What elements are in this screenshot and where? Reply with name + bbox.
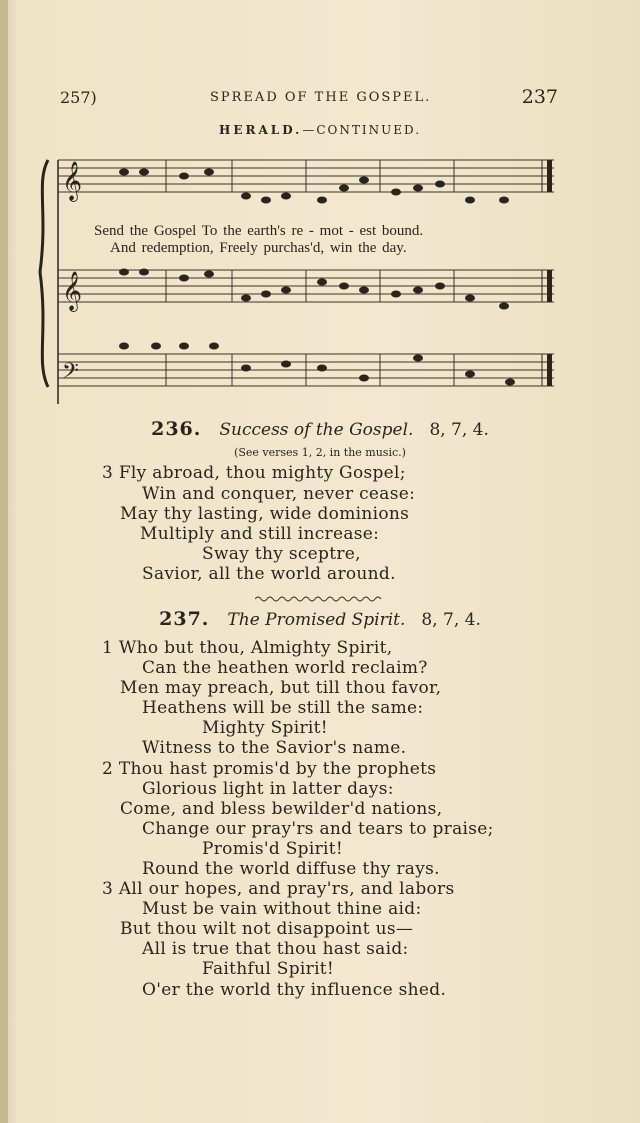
music-lyric-line-2: And redemption, Freely purchas'd, win the day.	[110, 240, 407, 256]
verse-line: Mighty Spirit!	[202, 718, 328, 738]
hymn-number: 236.	[151, 418, 202, 440]
tune-heading	[0, 123, 640, 137]
header-title: SPREAD OF THE GOSPEL.	[210, 90, 432, 105]
tune-name: HERALD.	[218, 123, 303, 137]
page-number: 237	[521, 86, 558, 108]
hymn-heading-236	[0, 418, 640, 440]
verse-line: Heathens will be still the same:	[142, 698, 424, 718]
verse-line: Witness to the Savior's name.	[142, 738, 407, 758]
verse-line: 2 Thou hast promis'd by the prophets	[102, 759, 437, 779]
note-heads	[119, 169, 515, 386]
hymn-heading-237	[0, 608, 640, 630]
verse-line: O'er the world thy influence shed.	[142, 980, 447, 1000]
verse-line: 3 Fly abroad, thou mighty Gospel;	[102, 463, 406, 483]
verse-line: Come, and bless bewilder'd nations,	[120, 799, 443, 819]
bass-clef-icon: 𝄢	[62, 359, 79, 389]
verse-line: Faithful Spirit!	[202, 959, 335, 979]
verse-line: 1 Who but thou, Almighty Spirit,	[102, 638, 393, 658]
verse-line: May thy lasting, wide dominions	[120, 504, 410, 524]
verse-line: Multiply and still increase:	[140, 524, 380, 544]
treble-clef-icon: 𝄞	[62, 271, 83, 311]
hymn-title: Success of the Gospel.	[219, 420, 414, 440]
music-lyric-line-1: Send the Gospel To the earth's re - mot - est bound.	[94, 223, 424, 239]
verse-line: Glorious light in latter days:	[142, 779, 394, 799]
verse-line: Promis'd Spirit!	[202, 839, 344, 859]
hymn-meter: 8, 7, 4.	[429, 420, 489, 440]
verse-line: Must be vain without thine aid:	[142, 899, 422, 919]
verse-line: Win and conquer, never cease:	[142, 484, 416, 504]
final-barlines	[542, 160, 552, 386]
page-edge	[0, 0, 8, 1123]
verse-line: Can the heathen world reclaim?	[142, 658, 428, 678]
verse-line: Round the world diffuse thy rays.	[142, 859, 440, 879]
music-score	[34, 142, 564, 412]
hymn-number: 237.	[159, 608, 210, 630]
hymn-note: (See verses 1, 2, in the music.)	[234, 446, 406, 459]
treble-clef-icon: 𝄞	[62, 161, 83, 201]
verse-line: All is true that thou hast said:	[142, 939, 409, 959]
verse-line: Savior, all the world around.	[142, 564, 396, 584]
hymn-title: The Promised Spirit.	[227, 610, 406, 630]
verse-line: But thou wilt not disappoint us—	[120, 919, 414, 939]
ornamental-divider	[255, 595, 385, 603]
verse-line: Men may preach, but till thou favor,	[120, 678, 442, 698]
hymn-meter: 8, 7, 4.	[421, 610, 481, 630]
tune-suffix: —CONTINUED.	[302, 123, 422, 137]
verse-line: Change our pray'rs and tears to praise;	[142, 819, 494, 839]
verse-line: 3 All our hopes, and pray'rs, and labors	[102, 879, 455, 899]
running-header	[60, 86, 560, 110]
header-cross-reference: 257)	[60, 88, 97, 107]
verse-line: Sway thy sceptre,	[202, 544, 361, 564]
system-brace	[40, 160, 48, 387]
